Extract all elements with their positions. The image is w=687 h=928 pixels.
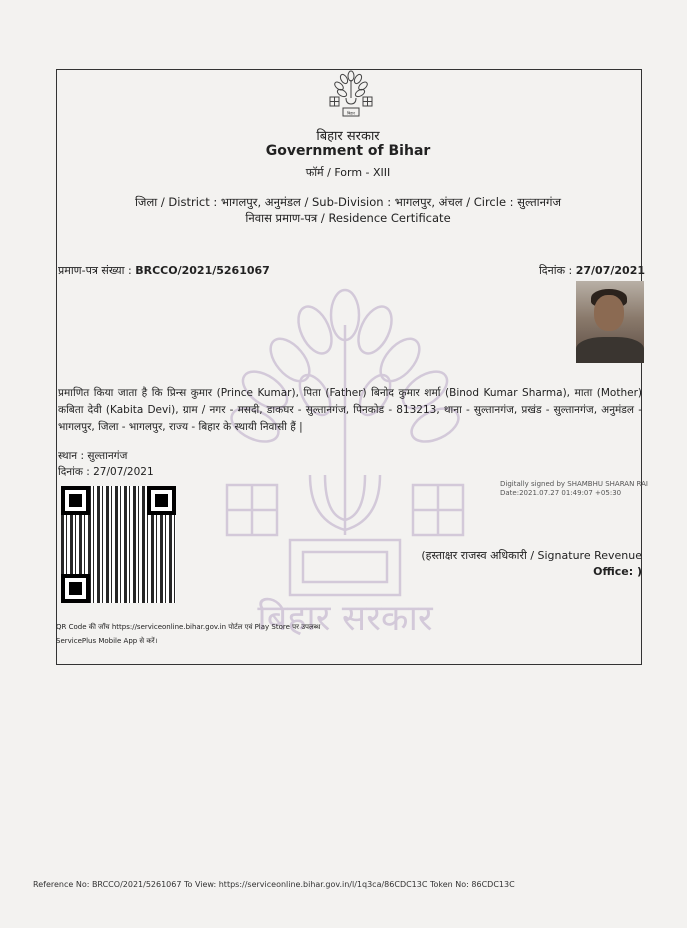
digital-signature-date: Date:2021.07.27 01:49:07 +05:30 xyxy=(500,489,622,497)
district-label: जिला / District : xyxy=(134,195,218,209)
circle-label: अंचल / Circle : xyxy=(438,195,514,209)
place: स्थान : सुल्तानगंज xyxy=(58,450,128,462)
qr-note-line-1: QR Code की जाँच https://serviceonline.bihar.gov.in पोर्टल एवं Play Store पर उपलब्ध xyxy=(56,623,321,631)
certificate-number-value: BRCCO/2021/5261067 xyxy=(135,264,270,277)
qr-finder-top-right xyxy=(147,486,176,515)
watermark-text: बिहार सरकार xyxy=(257,598,433,639)
certificate-number xyxy=(58,263,270,278)
certificate-title: निवास प्रमाण-पत्र / Residence Certificate xyxy=(245,211,451,225)
svg-text:बिहार: बिहार xyxy=(346,110,356,116)
signature-line-2: Office: ) xyxy=(593,565,642,578)
subdivision-label: अनुमंडल / Sub-Division : xyxy=(264,195,392,209)
certificate-date-value: 27/07/2021 xyxy=(575,264,645,277)
qr-finder-bottom-left xyxy=(61,574,90,603)
district-value: भागलपुर, xyxy=(220,195,262,209)
signature-line-1: (हस्ताक्षर राजस्व अधिकारी / Signature Revenue xyxy=(421,549,642,562)
qr-note xyxy=(56,620,320,648)
applicant-photo xyxy=(576,281,644,363)
form-number: फॉर्म / Form - XIII xyxy=(305,166,391,179)
watermark-emblem-icon xyxy=(215,285,475,640)
qr-finder-top-left xyxy=(61,486,90,515)
govt-title-english: Government of Bihar xyxy=(265,143,431,159)
issue-date: दिनांक : 27/07/2021 xyxy=(58,466,154,478)
digital-signature xyxy=(500,480,648,498)
reference-line: Reference No: BRCCO/2021/5261067 To View: https://serviceonline.bihar.gov.in/l/1q3ca/86CDC13C Token No: 86CDC13C xyxy=(33,880,515,889)
subdivision-value: भागलपुर, xyxy=(394,195,435,209)
govt-title-hindi: बिहार सरकार xyxy=(316,129,380,144)
certificate-date-label: दिनांक : xyxy=(538,264,573,277)
bihar-emblem-icon xyxy=(326,70,376,122)
circle-value: सुल्तानगंज xyxy=(517,195,562,209)
certificate-date xyxy=(539,263,645,278)
qr-code xyxy=(61,486,176,603)
certificate-body: प्रमाणित किया जाता है कि प्रिन्स कुमार (Prince Kumar), पिता (Father) बिनोद कुमार शर्मा (Binod Kumar Sharma), माता (Mother) कबिता देवी (Kabita Devi), ग्राम / नगर - मसदी, डाकघर - सुल्तानगंज, पिनकोड - 813213, थाना - सुल्तानगंज, प्रखंड - सुल्तानगंज, अनुमंडल - भागलपुर, जिला - भागलपुर, राज्य - बिहार के स्थायी निवासी हैं | xyxy=(58,387,642,433)
qr-note-line-2: ServicePlus Mobile App से करें। xyxy=(56,637,158,645)
signature-block xyxy=(421,548,642,580)
digital-signature-name: Digitally signed by SHAMBHU SHARAN RAI xyxy=(500,480,648,488)
certificate-number-label: प्रमाण-पत्र संख्या : xyxy=(58,264,132,277)
location-line xyxy=(56,195,640,210)
